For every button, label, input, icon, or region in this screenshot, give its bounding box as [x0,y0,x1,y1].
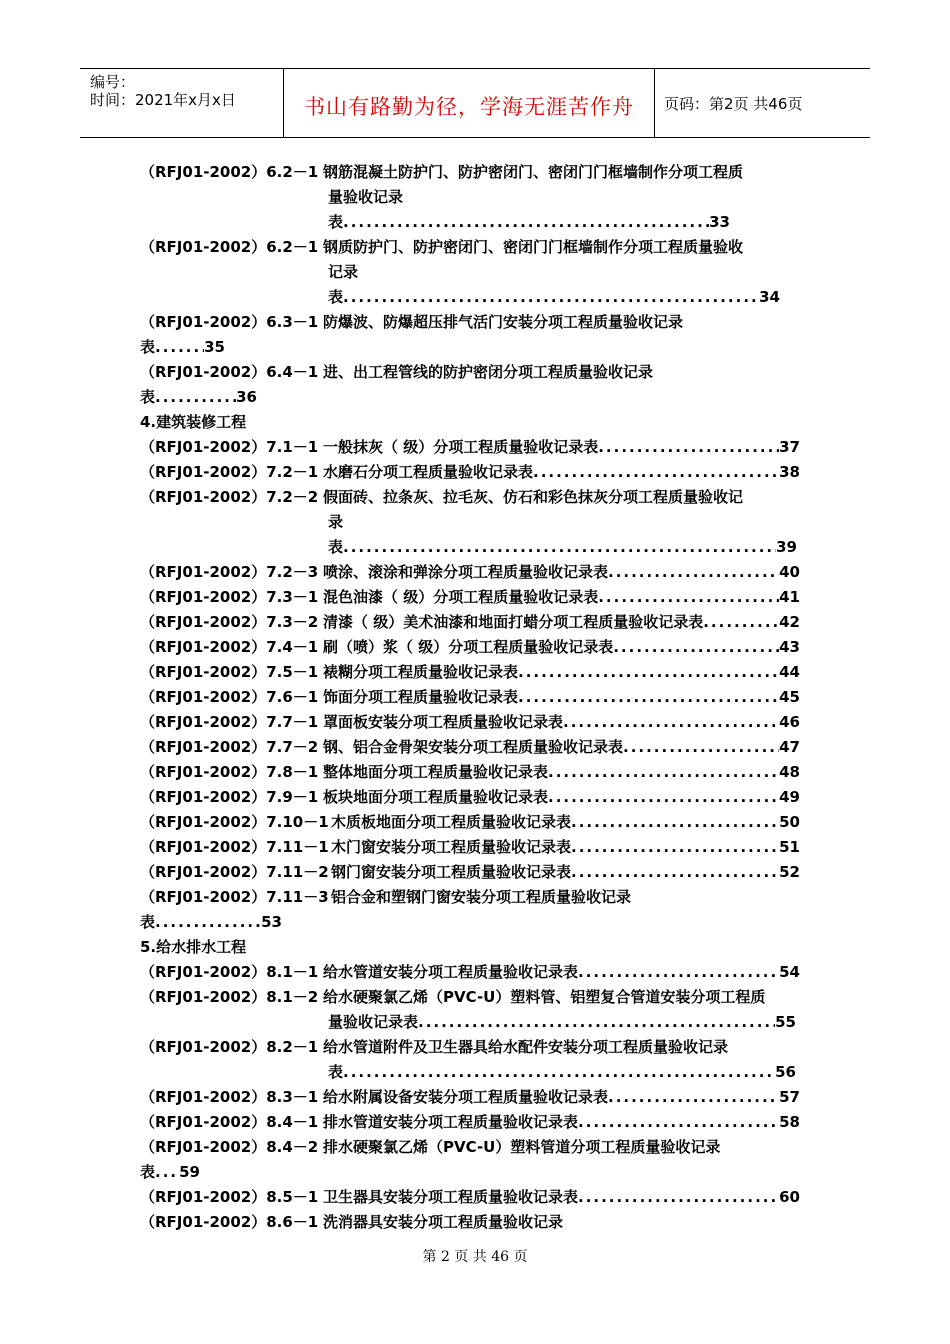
date-label: 时间：2021年x月x日 [90,91,236,109]
toc-entry [323,1087,800,1107]
toc-code: （RFJ01-2002）7.2－3 [140,563,319,581]
toc-entry [323,687,800,707]
toc-code: （RFJ01-2002）8.4－2 [140,1138,319,1156]
motto-text: 书山有路勤为径，学海无涯苦作舟 [304,95,634,119]
toc-entry [323,712,800,732]
toc-code: （RFJ01-2002）7.3－1 [140,588,319,606]
toc-code: （RFJ01-2002）7.3－2 [140,613,319,631]
toc-code: （RFJ01-2002）7.10－1 [140,813,329,831]
toc-entry [323,662,800,682]
toc-entry [323,762,800,782]
header-page-cell [654,69,870,137]
toc-code: （RFJ01-2002）8.6－1 [140,1213,319,1231]
toc-title: 整体地面分项工程质量验收记录表 [323,763,549,781]
toc-title: 钢质防护门、防护密闭门、密闭门门框墙制作分项工程质量验收 [323,238,744,256]
toc-page-number: 38 [779,463,800,481]
section-heading: 4.建筑装修工程 [140,413,247,431]
toc-code: （RFJ01-2002）8.3－1 [140,1088,319,1106]
toc-page-number: 48 [779,763,800,781]
toc-page-number: 45 [779,688,800,706]
toc-title: 假面砖、拉条灰、拉毛灰、仿石和彩色抹灰分项工程质量验收记 [323,488,744,506]
toc-code: （RFJ01-2002）7.6－1 [140,688,319,706]
toc-page-number: 44 [779,663,800,681]
toc-leader-text: 表 [328,538,344,556]
toc-entry [323,612,800,632]
toc-title: 罩面板安装分项工程质量验收记录表 [323,713,564,731]
toc-page-number: 39 [776,538,797,556]
page-footer: 第 2 页 共 46 页 [422,1249,528,1265]
toc-title: 一般抹灰（ 级）分项工程质量验收记录表 [323,438,599,456]
toc-code: （RFJ01-2002）6.2－1 [140,163,319,181]
toc-title-cont: 记录 [328,263,359,281]
toc-entry [323,737,800,757]
toc-page-number: 33 [709,213,730,231]
toc-title: 给水硬聚氯乙烯（PVC-U）塑料管、铝塑复合管道安装分项工程质 [323,988,766,1006]
toc-leader-text: 表 [328,1063,344,1081]
toc-page-number: 52 [779,863,800,881]
toc-title: 刷（喷）浆（ 级）分项工程质量验收记录表 [323,638,614,656]
toc-title: 饰面分项工程质量验收记录表 [323,688,519,706]
toc-page-number: 49 [779,788,800,806]
toc-leader [328,537,797,557]
toc-page-number: 43 [779,638,800,656]
toc-code: （RFJ01-2002）7.2－1 [140,463,319,481]
number-label: 编号： [90,73,136,91]
toc-leader-text: 表 [140,913,156,931]
toc-title: 水磨石分项工程质量验收记录表 [323,463,534,481]
toc-code: （RFJ01-2002）7.5－1 [140,663,319,681]
toc-page-number: 36 [236,388,257,406]
toc-title-cont: 量验收记录 [328,188,404,206]
toc-entry [331,837,800,857]
toc-page-number: 41 [779,588,800,606]
toc-code: （RFJ01-2002）6.3－1 [140,313,319,331]
section-heading: 5.给水排水工程 [140,938,247,956]
toc-code: （RFJ01-2002）7.2－2 [140,488,319,506]
toc-entry [323,437,800,457]
toc-leader [140,387,257,407]
toc-title: 裱糊分项工程质量验收记录表 [323,663,519,681]
toc-page-number: 55 [775,1013,796,1031]
toc-title: 铝合金和塑钢门窗安装分项工程质量验收记录 [331,888,632,906]
toc-leader-text: 表 [328,288,344,306]
toc-leader [328,287,780,307]
toc-title: 喷涂、滚涂和弹涂分项工程质量验收记录表 [323,563,609,581]
toc-title: 钢门窗安装分项工程质量验收记录表 [331,863,572,881]
toc-leader [328,1062,796,1082]
toc-code: （RFJ01-2002）8.4－1 [140,1113,319,1131]
toc-entry [323,1187,800,1207]
toc-title-cont: 录 [328,513,344,531]
toc-leader-text: 表 [140,1163,156,1181]
toc-title: 洗消器具安装分项工程质量验收记录 [323,1213,564,1231]
toc-code: （RFJ01-2002）7.7－2 [140,738,319,756]
toc-code: （RFJ01-2002）7.8－1 [140,763,319,781]
toc-code: （RFJ01-2002）8.2－1 [140,1038,319,1056]
toc-code: （RFJ01-2002）6.2－1 [140,238,319,256]
toc-leader [328,212,730,232]
toc-title: 排水管道安装分项工程质量验收记录表 [323,1113,579,1131]
toc-code: （RFJ01-2002）6.4－1 [140,363,319,381]
toc-title: 木质板地面分项工程质量验收记录表 [331,813,572,831]
toc-page-number: 50 [779,813,800,831]
toc-page-number: 56 [775,1063,796,1081]
toc-title: 钢、铝合金骨架安装分项工程质量验收记录表 [323,738,624,756]
toc-page-number: 60 [779,1188,800,1206]
toc-code: （RFJ01-2002）8.1－2 [140,988,319,1006]
toc-page-number: 51 [779,838,800,856]
toc-title: 混色油漆（ 级）分项工程质量验收记录表 [323,588,599,606]
toc-code: （RFJ01-2002）7.7－1 [140,713,319,731]
toc-entry [323,562,800,582]
toc-leader-text: 表 [140,338,156,356]
toc-title: 给水管道附件及卫生器具给水配件安装分项工程质量验收记录 [323,1038,729,1056]
toc-code: （RFJ01-2002）7.9－1 [140,788,319,806]
toc-leader [140,1162,200,1182]
toc-entry [323,962,800,982]
toc-page-number: 40 [779,563,800,581]
toc-page-number: 34 [759,288,780,306]
toc-page-number: 53 [261,913,282,931]
toc-title: 进、出工程管线的防护密闭分项工程质量验收记录 [323,363,654,381]
toc-title: 排水硬聚氯乙烯（PVC-U）塑料管道分项工程质量验收记录 [323,1138,721,1156]
toc-entry [331,862,800,882]
toc-title: 木门窗安装分项工程质量验收记录表 [331,838,572,856]
toc-page-number: 42 [779,613,800,631]
toc-page-number: 35 [204,338,225,356]
toc-code: （RFJ01-2002）7.11－2 [140,863,329,881]
toc-leader-text: 表 [328,213,344,231]
toc-leader-text: 量验收记录表 [328,1013,419,1031]
toc-code: （RFJ01-2002）7.4－1 [140,638,319,656]
toc-page-number: 58 [779,1113,800,1131]
toc-title: 给水附属设备安装分项工程质量验收记录表 [323,1088,609,1106]
toc-leader [328,1012,796,1032]
header-motto-cell [283,69,655,137]
toc-code: （RFJ01-2002）8.5－1 [140,1188,319,1206]
toc-entry [323,587,800,607]
toc-code: （RFJ01-2002）8.1－1 [140,963,319,981]
toc-entry [331,812,800,832]
toc-title: 钢筋混凝土防护门、防护密闭门、密闭门门框墙制作分项工程质 [323,163,744,181]
toc-leader [140,912,282,932]
toc-leader [140,337,225,357]
toc-title: 板块地面分项工程质量验收记录表 [323,788,549,806]
toc-title: 给水管道安装分项工程质量验收记录表 [323,963,579,981]
toc-title: 卫生器具安装分项工程质量验收记录表 [323,1188,579,1206]
toc-entry [323,637,800,657]
toc-leader-text: 表 [140,388,156,406]
toc-page-number: 37 [779,438,800,456]
toc-page-number: 54 [779,963,800,981]
toc-title: 防爆波、防爆超压排气活门安装分项工程质量验收记录 [323,313,684,331]
toc-page-number: 47 [779,738,800,756]
toc-code: （RFJ01-2002）7.11－3 [140,888,329,906]
toc-page-number: 57 [779,1088,800,1106]
page-header [80,68,870,138]
toc-code: （RFJ01-2002）7.11－1 [140,838,329,856]
page-info: 页码：第2页 共46页 [664,95,803,113]
toc-page-number: 59 [179,1163,200,1181]
toc-entry [323,1112,800,1132]
toc-entry [323,787,800,807]
toc-title: 清漆（ 级）美术油漆和地面打蜡分项工程质量验收记录表 [323,613,704,631]
toc-code: （RFJ01-2002）7.1－1 [140,438,319,456]
toc-page-number: 46 [779,713,800,731]
toc-entry [323,462,800,482]
header-meta-cell [80,69,283,137]
